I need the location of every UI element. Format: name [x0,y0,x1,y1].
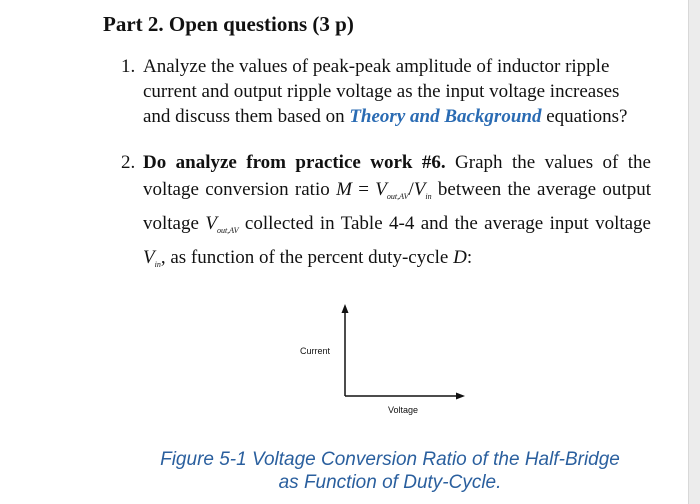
question-1-number: 1. [121,56,136,77]
question-2-number: 2. [121,152,136,173]
practice-work-ref: Do analyze from practice work #6. [143,152,446,173]
question-1-body: Analyze the values of peak-peak amplitude of inductor ripple current and output ripple voltage as the input voltage increases and discuss them based on Theory and Background equations? [143,56,628,127]
question-2 [121,149,651,278]
figure-caption: Figure 5-1 Voltage Conversion Ratio of the Half-Bridge as Function of Duty-Cycle. [160,449,620,493]
question-2-body: Do analyze from practice work #6. Graph the values of the voltage conversion ratio $M = V_{out,AV}/V_{in}$ between the average output voltage $V_{out,AV}$ collected in Table 4-4 and the average input voltage $V_{in}$, as function of the percent duty-cycle D: [143,152,651,269]
axes-svg [290,300,480,420]
scrollbar-edge [688,0,700,504]
y-axis-arrow [342,304,349,313]
x-axis-arrow [456,393,465,400]
empty-graph-axes [290,300,480,420]
question-1 [121,54,651,129]
y-axis-label: Current [300,346,331,356]
theory-background-link[interactable]: Theory and Background [349,106,542,127]
x-axis-label: Voltage [388,405,419,415]
section-heading: Part 2. Open questions (3 p) [103,12,354,36]
